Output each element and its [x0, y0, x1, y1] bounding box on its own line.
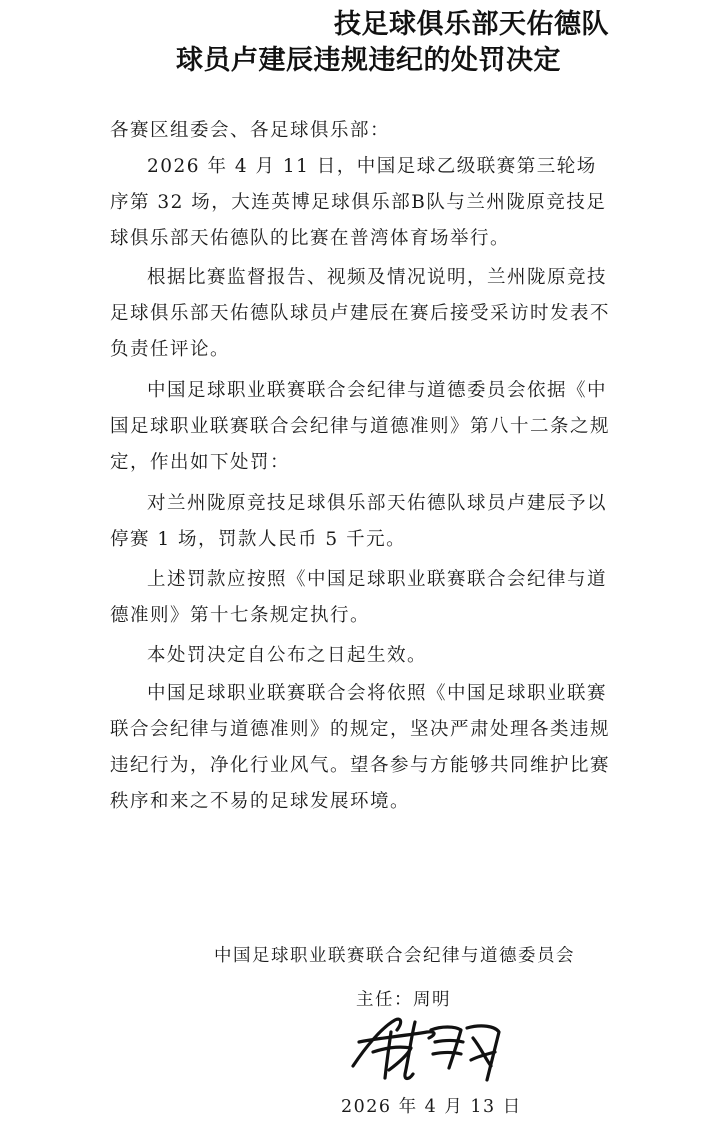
handwritten-signature: [345, 1008, 515, 1088]
paragraph-effective: 本处罚决定自公布之日起生效。: [147, 645, 428, 666]
paragraph-closing: 中国足球职业联赛联合会将依照《中国足球职业联赛联合会纪律与道德准则》的规定，坚决严肃处理各类违规违纪行为，净化行业风气。望各参与方能够共同维护比赛秩序和来之不易的足球发展环境。: [110, 683, 611, 812]
title-line-1: 技足球俱乐部天佑德队: [334, 9, 609, 40]
paragraph-match-info: 2026 年 4 月 11 日，中国足球乙级联赛第三轮场序第 32 场，大连英博足球俱乐部B队与兰州陇原竞技足球俱乐部天佑德队的比赛在普湾体育场举行。: [110, 156, 607, 249]
salutation: 各赛区组委会、各足球俱乐部：: [110, 120, 391, 141]
paragraph-fine-execution: 上述罚款应按照《中国足球职业联赛联合会纪律与道德准则》第十七条规定执行。: [110, 569, 608, 626]
committee-name: 中国足球职业联赛联合会纪律与道德委员会: [214, 946, 575, 966]
title-line-2: 球员卢建辰违规违纪的处罚决定: [176, 45, 561, 76]
document-title: [0, 0, 720, 80]
issue-date: 2026 年 4 月 13 日: [341, 1097, 522, 1117]
director-line: 主任：周明: [356, 990, 451, 1010]
paragraph-investigation: 根据比赛监督报告、视频及情况说明，兰州陇原竞技足球俱乐部天佑德队球员卢建辰在赛后接受采访时发表不负责任评论。: [110, 267, 611, 360]
paragraph-penalty: 对兰州陇原竞技足球俱乐部天佑德队球员卢建辰予以停赛 1 场，罚款人民币 5 千元。: [110, 493, 608, 550]
redacted-title-area: [0, 0, 325, 36]
paragraph-legal-basis: 中国足球职业联赛联合会纪律与道德委员会依据《中国足球职业联赛联合会纪律与道德准则》第八十二条之规定，作出如下处罚：: [110, 380, 611, 473]
